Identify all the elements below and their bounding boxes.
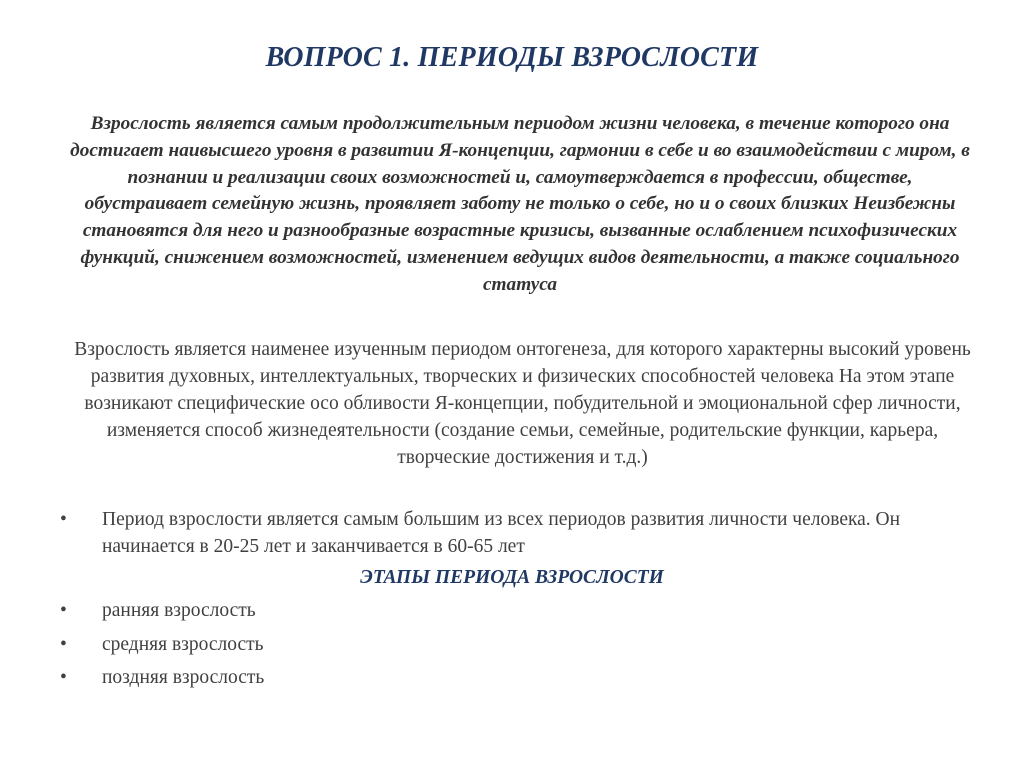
list-item-period bbox=[60, 506, 960, 560]
list-item-text: средняя взрослость bbox=[102, 634, 264, 655]
list-item-text: ранняя взрослость bbox=[102, 600, 256, 621]
bullet-icon: • bbox=[60, 634, 67, 655]
list-item-stage bbox=[60, 664, 960, 691]
list-item-text: Период взрослости является самым большим из всех периодов развития личности человека. Он начинается в 20-25 лет и заканчивается в 60-65 лет bbox=[102, 509, 901, 557]
definition-paragraph: Взрослость является самым продолжительным периодом жизни человека, в течение которого она достигает наивысшего уровня в развитии Я-концепции, гармонии в себе и во взаимодействии с миром, в познании и реализации своих возможностей и, самоутверждается в профессии, обществе, обустраивает семейную жизнь, проявляет заботу не только о себе, но и о своих близких Неизбежны становятся для него и разнообразные возрастные кризисы, вызванные ослаблением психофизических функций, снижением возможностей, изменением ведущих видов деятельности, а также социального статуса bbox=[70, 113, 970, 295]
list-item-text: поздняя взрослость bbox=[102, 667, 265, 688]
list-item-stage bbox=[60, 631, 960, 658]
bullet-icon: • bbox=[60, 600, 67, 621]
slide-title: ВОПРОС 1. ПЕРИОДЫ ВЗРОСЛОСТИ bbox=[265, 42, 759, 73]
list-item-stage bbox=[60, 597, 960, 624]
study-paragraph: Взрослость является наименее изученным периодом онтогенеза, для которого характерны высокий уровень развития духовных, интеллектуальных, творческих и физических способностей человека На этом этапе возникают специфические осо обливости Я-концепции, побудительной и эмоциональной сфер личности, изменяется способ жизнедеятельности (создание семьи, семейные, родительские функции, карьера, творческие достижения и т.д.) bbox=[74, 339, 971, 468]
bullet-icon: • bbox=[60, 667, 67, 688]
bullet-icon: • bbox=[60, 509, 67, 530]
stages-heading: ЭТАПЫ ПЕРИОДА ВЗРОСЛОСТИ bbox=[360, 567, 664, 588]
